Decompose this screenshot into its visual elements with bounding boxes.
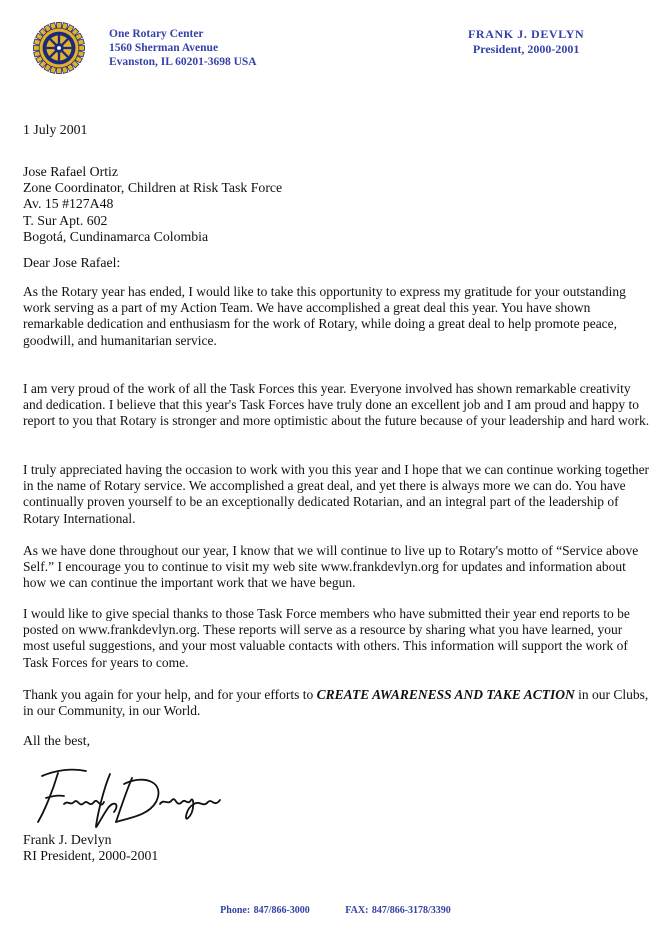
address-line: One Rotary Center [109, 28, 204, 40]
body-paragraph: I am very proud of the work of all the Task Forces this year. Everyone involved has shown remarkable creativity and dedication. I believe that this year's Task Forces have truly done an excellent job and I am proud and happy to report to you that Rotary is stronger and more optimistic about the future because of your leadership and hard work. [23, 381, 650, 429]
president-title: President, 2000-2001 [472, 42, 580, 56]
president-name: FRANK J. DEVLYN [468, 27, 585, 41]
signer-title: RI President, 2000-2001 [23, 848, 159, 864]
letter-date: 1 July 2001 [23, 122, 88, 137]
recipient-line: Jose Rafael Ortiz [23, 164, 119, 179]
recipient-line: T. Sur Apt. 602 [23, 212, 108, 228]
recipient-block [23, 164, 653, 245]
address-line: 1560 Sherman Avenue [109, 42, 219, 54]
closing-paragraph [23, 687, 651, 719]
signer-name: Frank J. Devlyn [23, 832, 112, 847]
recipient-line: Bogotá, Cundinamarca Colombia [23, 228, 209, 244]
letterhead-president [468, 27, 584, 57]
signer-block [23, 832, 653, 864]
complimentary-close: All the best, [23, 733, 91, 748]
phone-number: Phone: 847/866-3000 [220, 905, 310, 916]
address-line: Evanston, IL 60201-3698 USA [109, 56, 257, 68]
fax-number: FAX: 847/866-3178/3390 [345, 905, 451, 916]
handwritten-signature [28, 760, 228, 835]
closing-paragraph-text: in our Clubs, in our Community, in our World. [23, 687, 649, 719]
body-paragraph: I truly appreciated having the occasion to work with you this year and I hope that we can continue working together in the name of Rotary service. We accomplished a great deal, and yet there is always more we can do. You have continually proven yourself to be an exceptionally dedicated Rotarian, and an integral part of the leadership of Rotary International. [23, 462, 650, 526]
closing-paragraph-emphasis: CREATE AWARENESS AND TAKE ACTION [316, 687, 575, 702]
recipient-line: Zone Coordinator, Children at Risk Task Force [23, 180, 283, 196]
body-paragraph: As we have done throughout our year, I know that we will continue to live up to Rotary's motto of “Service above Self.” I encourage you to continue to visit my web site www.frankdevlyn.org for updates and information about how we can continue the important work that we have begun. [23, 543, 639, 591]
recipient-line: Av. 15 #127A48 [23, 196, 114, 212]
letterhead-address [109, 27, 257, 69]
letterhead-footer [0, 905, 671, 916]
rotary-wheel-icon [30, 19, 88, 77]
body-paragraph: I would like to give special thanks to those Task Force members who have submitted their year end reports to be posted on www.frankdevlyn.org. These reports will serve as a resource by sharing what you have learned, your most useful suggestions, and your most valuable contacts with others. This information will support the work of Task Forces for years to come. [23, 606, 630, 670]
salutation: Dear Jose Rafael: [23, 255, 121, 270]
closing-paragraph-text: Thank you again for your help, and for your efforts to [23, 687, 317, 702]
body-paragraph: As the Rotary year has ended, I would like to take this opportunity to express my gratitude for your outstanding work serving as a part of my Action Team. We have accomplished a great deal this year. You have shown remarkable dedication and enthusiasm for the work of Rotary, while doing a great deal to help promote peace, goodwill, and humanitarian service. [23, 284, 626, 348]
